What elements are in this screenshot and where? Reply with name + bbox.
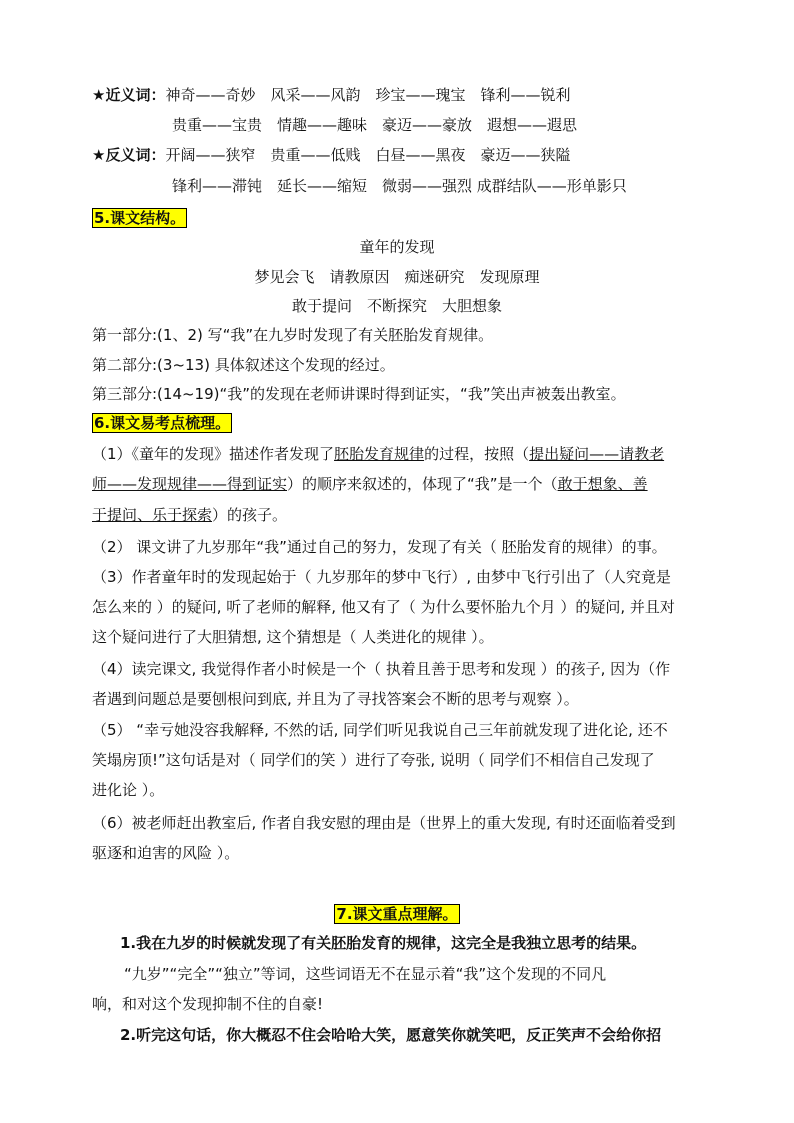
synonyms-label: ★近义词：神奇——奇妙 风采——风韵 珍宝——瑰宝 锋利——锐利 bbox=[92, 86, 571, 104]
antonyms-row-1: 开阔——狭窄 贵重——低贱 白昼——黑夜 豪迈——狭隘 bbox=[165, 146, 571, 164]
point-3-line-1: （3）作者童年时的发现起始于（ 九岁那年的梦中飞行）, 由梦中飞行引出了（人究竟是 bbox=[92, 568, 671, 586]
section-5-heading: 5.课文结构。 bbox=[94, 209, 186, 227]
point-6-line-1: （6）被老师赶出教室后, 作者自我安慰的理由是（世界上的重大发现, 有时还面临着受到 bbox=[92, 814, 676, 832]
structure-line-2: 敢于提问 不断探究 大胆想象 bbox=[291, 297, 502, 315]
point-1-line-2: 师——发现规律——得到证实）的顺序来叙述的，体现了“我”是一个（敢于想象、善 bbox=[92, 475, 648, 493]
section-6-heading: 6.课文易考点梳理。 bbox=[94, 414, 231, 432]
structure-part-2: 第二部分:(3~13) 具体叙述这个发现的经过。 bbox=[92, 356, 395, 374]
antonyms-label: ★反义词：开阔——狭窄 贵重——低贱 白昼——黑夜 豪迈——狭隘 bbox=[92, 146, 571, 164]
synonyms-row-2: 贵重——宝贵 情趣——趣味 豪迈——豪放 遐想——遐思 bbox=[172, 116, 578, 134]
synonyms-row-1: 神奇——奇妙 风采——风韵 珍宝——瑰宝 锋利——锐利 bbox=[165, 86, 571, 104]
structure-part-3: 第三部分:(14~19)“我”的发现在老师讲课时得到证实，“我”笑出声被轰出教室。 bbox=[92, 385, 626, 403]
point-5-line-3: 进化论 ）。 bbox=[92, 781, 165, 799]
point-1-line-3: 于提问、乐于探索）的孩子。 bbox=[92, 506, 288, 524]
key-sentence-1-explanation-1: “九岁”“完全”“独立”等词，这些词语无不在显示着“我”这个发现的不同凡 bbox=[124, 965, 607, 983]
point-3-line-3: 这个疑问进行了大胆猜想, 这个猜想是（ 人类进化的规律 ）。 bbox=[92, 628, 494, 646]
section-7-heading: 7.课文重点理解。 bbox=[336, 905, 458, 923]
key-sentence-2: 2.听完这句话，你大概忍不住会哈哈大笑，愿意笑你就笑吧，反正笑声不会给你招 bbox=[120, 1026, 662, 1044]
point-4-line-2: 者遇到问题总是要刨根问到底, 并且为了寻找答案会不断的思考与观察 ）。 bbox=[92, 690, 579, 708]
structure-part-1: 第一部分:(1、2) 写“我”在九岁时发现了有关胚胎发育规律。 bbox=[92, 326, 494, 344]
antonyms-row-2: 锋利——滞钝 延长——缩短 微弱——强烈 成群结队——形单影只 bbox=[172, 177, 627, 195]
point-6-line-2: 驱逐和迫害的风险 ）。 bbox=[92, 844, 240, 862]
point-5-line-1: （5） “幸亏她没容我解释, 不然的话, 同学们听见我说自己三年前就发现了进化论, 还不 bbox=[92, 721, 668, 739]
point-3-line-2: 怎么来的 ）的疑问, 听了老师的解释, 他又有了（ 为什么要怀胎九个月 ）的疑问, 并且对 bbox=[92, 598, 675, 616]
key-sentence-1-explanation-2: 响，和对这个发现抑制不住的自豪! bbox=[92, 995, 324, 1013]
structure-title: 童年的发现 bbox=[359, 238, 435, 256]
point-2: （2） 课文讲了九岁那年“我”通过自己的努力，发现了有关（ 胚胎发育的规律）的事。 bbox=[92, 538, 667, 556]
point-5-line-2: 笑塌房顶!”这句话是对（ 同学们的笑 ）进行了夸张, 说明（ 同学们不相信自己发现了 bbox=[92, 751, 655, 769]
structure-line-1: 梦见会飞 请教原因 痴迷研究 发现原理 bbox=[254, 268, 540, 286]
key-sentence-1: 1.我在九岁的时候就发现了有关胚胎发育的规律，这完全是我独立思考的结果。 bbox=[120, 934, 647, 952]
point-1-line-1: （1）《童年的发现》描述作者发现了胚胎发育规律的过程，按照（提出疑问——请教老 bbox=[92, 445, 665, 463]
point-4-line-1: （4）读完课文, 我觉得作者小时候是一个（ 执着且善于思考和发现 ）的孩子, 因为（作 bbox=[92, 660, 671, 678]
